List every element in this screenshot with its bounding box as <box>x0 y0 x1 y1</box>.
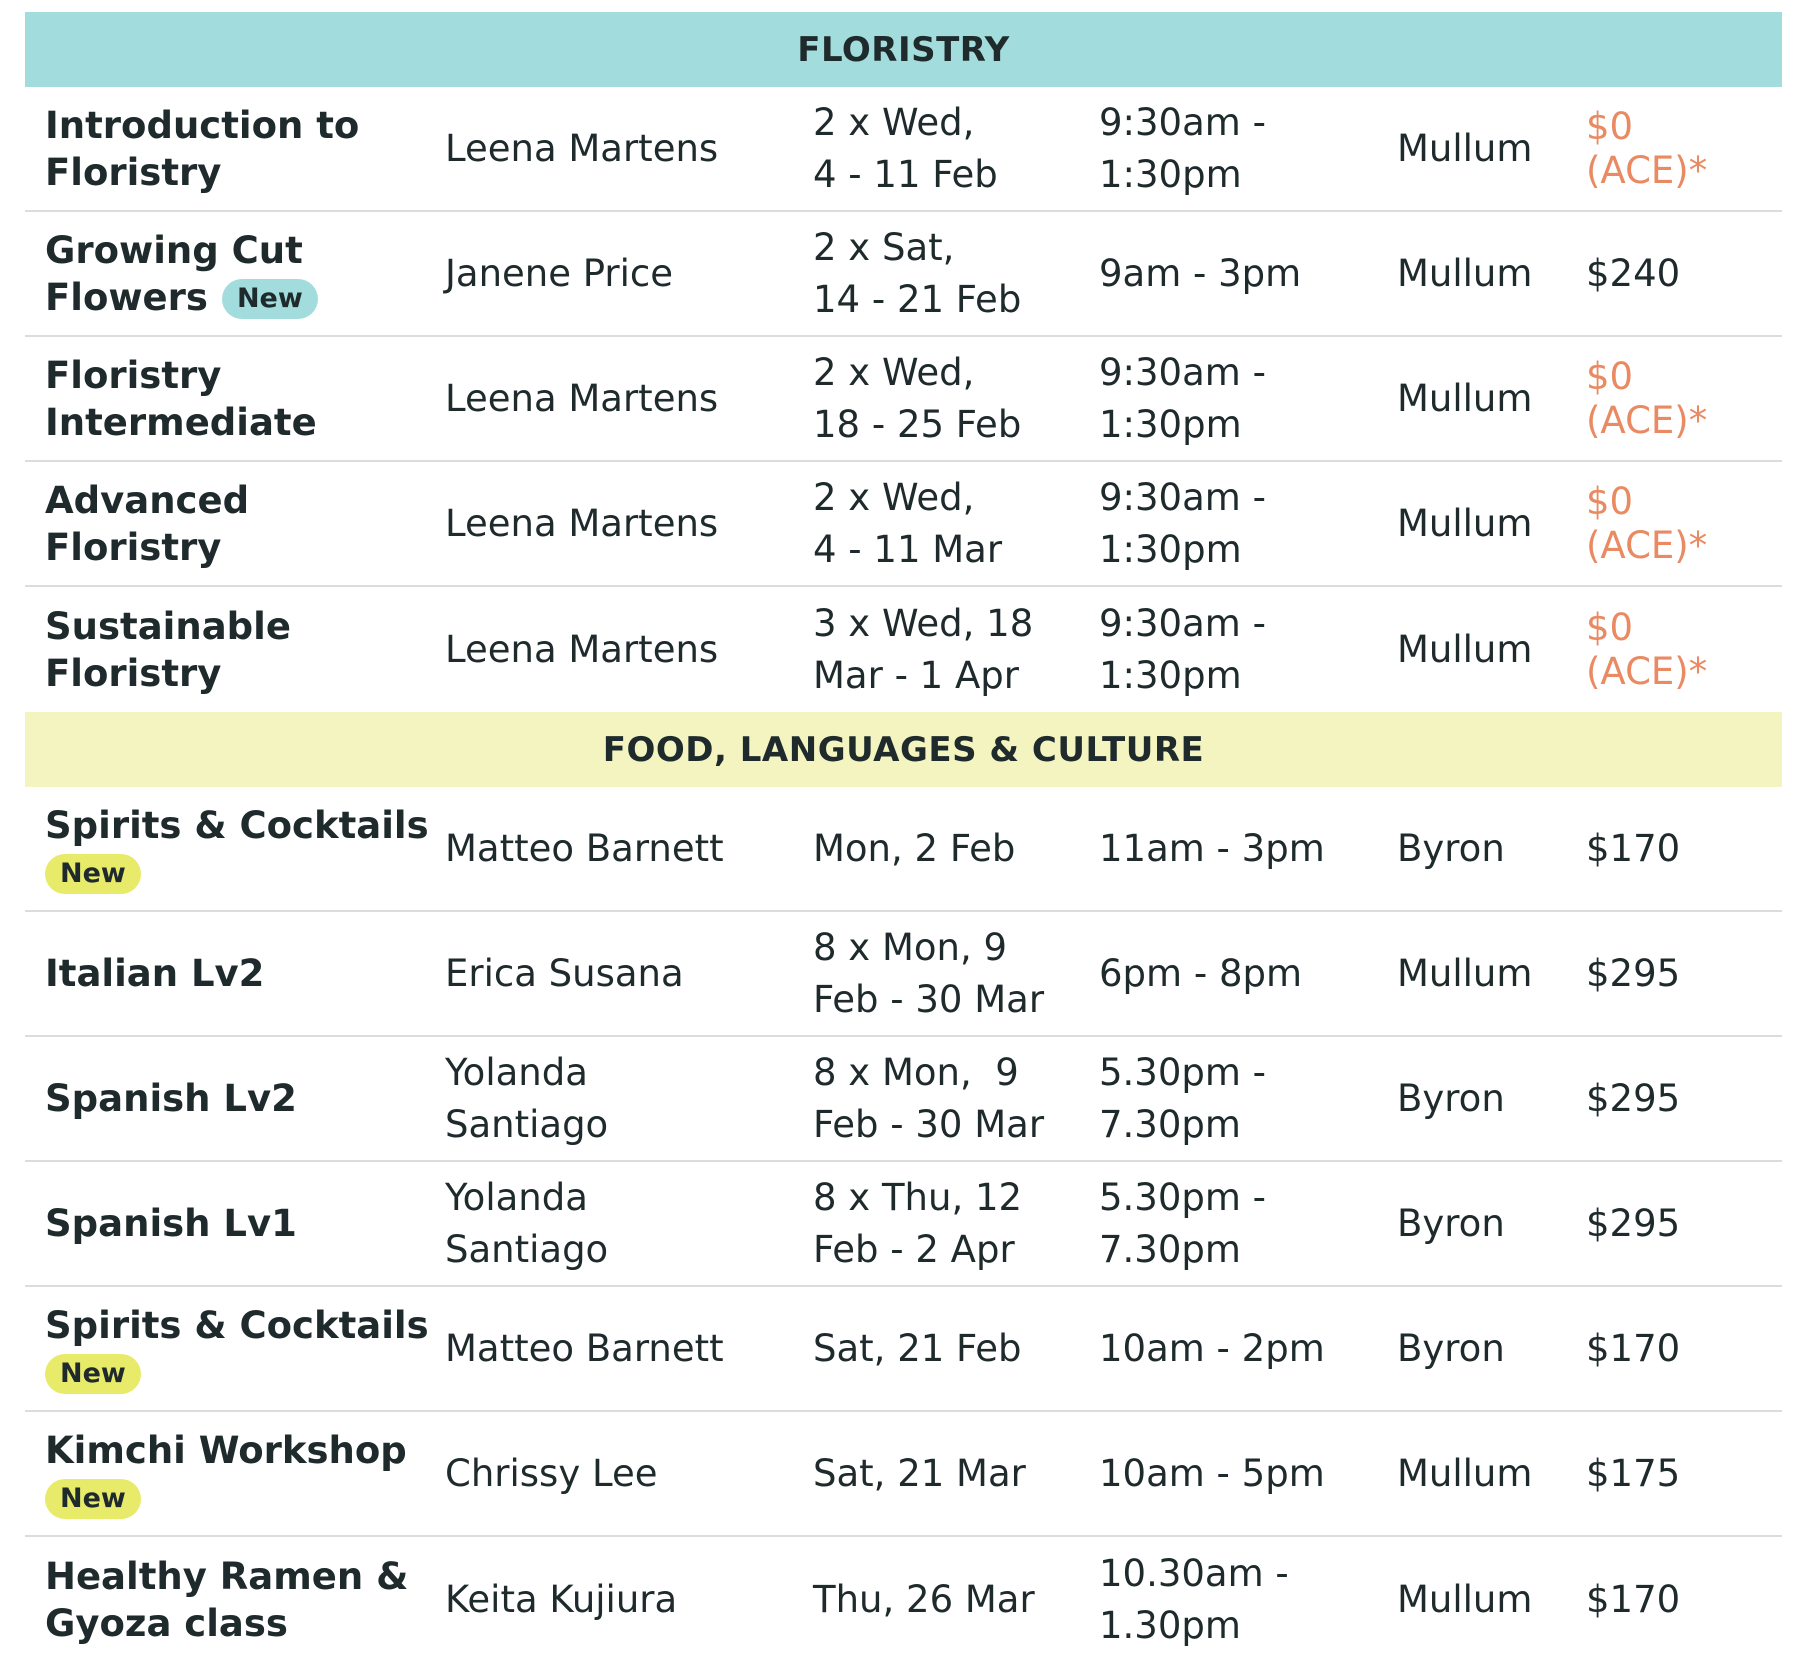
tutor: Chrissy Lee <box>445 1451 658 1495</box>
course-name: Healthy Ramen & Gyoza class <box>45 1554 409 1645</box>
time: 11am - 3pm <box>1099 826 1325 870</box>
price: $0 (ACE)* <box>1586 104 1708 192</box>
section-header-food-languages-culture: FOOD, LANGUAGES & CULTURE <box>25 712 1782 787</box>
tutor: Janene Price <box>445 251 674 295</box>
price: $170 <box>1586 826 1681 870</box>
dates: 3 x Wed, 18 Mar - 1 Apr <box>813 601 1034 697</box>
course-name: Advanced Floristry <box>45 478 250 569</box>
time: 9:30am - 1:30pm <box>1099 100 1266 196</box>
location: Mullum <box>1397 251 1533 295</box>
location: Mullum <box>1397 1577 1533 1621</box>
course-name: Sustainable Floristry <box>45 604 291 695</box>
price: $295 <box>1586 951 1681 995</box>
dates: Sat, 21 Feb <box>813 1326 1022 1370</box>
new-badge: New <box>45 1354 141 1394</box>
price: $0 (ACE)* <box>1586 479 1708 567</box>
location: Mullum <box>1397 1451 1533 1495</box>
location: Mullum <box>1397 376 1533 420</box>
price: $295 <box>1586 1076 1681 1120</box>
time: 9:30am - 1:30pm <box>1099 475 1266 571</box>
tutor: Keita Kujiura <box>445 1577 678 1621</box>
tutor: Leena Martens <box>445 501 719 545</box>
course-name: Spirits & Cocktails New <box>25 1302 435 1396</box>
dates: 2 x Wed, 18 - 25 Feb <box>813 350 1022 446</box>
course-name: Italian Lv2 <box>45 952 265 995</box>
new-badge: New <box>222 279 318 319</box>
time: 5.30pm - 7.30pm <box>1099 1175 1267 1271</box>
course-name: Kimchi Workshop New <box>25 1427 435 1521</box>
table-row[interactable] <box>25 1162 1782 1287</box>
tutor: Matteo Barnett <box>445 826 724 870</box>
location: Byron <box>1397 1326 1505 1370</box>
location: Byron <box>1397 1201 1505 1245</box>
table-row[interactable] <box>25 912 1782 1037</box>
time: 6pm - 8pm <box>1099 951 1303 995</box>
course-name: Spanish Lv2 <box>45 1077 297 1120</box>
table-row[interactable] <box>25 787 1782 912</box>
section-header-floristry: FLORISTRY <box>25 12 1782 87</box>
tutor: Leena Martens <box>445 126 719 170</box>
price: $295 <box>1586 1201 1681 1245</box>
course-name: Introduction to Floristry <box>45 103 360 194</box>
price: $0 (ACE)* <box>1586 605 1708 693</box>
price: $240 <box>1586 251 1681 295</box>
price: $175 <box>1586 1451 1681 1495</box>
table-row[interactable] <box>25 1037 1782 1162</box>
table-row[interactable] <box>25 1537 1782 1662</box>
course-name: Spirits & Cocktails New <box>25 802 435 896</box>
time: 10am - 2pm <box>1099 1326 1325 1370</box>
dates: 8 x Mon, 9 Feb - 30 Mar <box>813 925 1045 1021</box>
location: Mullum <box>1397 627 1533 671</box>
tutor: Yolanda Santiago <box>445 1050 609 1146</box>
table-row[interactable] <box>25 587 1782 712</box>
dates: 8 x Thu, 12 Feb - 2 Apr <box>813 1175 1023 1271</box>
location: Mullum <box>1397 951 1533 995</box>
table-row[interactable] <box>25 462 1782 587</box>
course-table <box>25 12 1782 1662</box>
time: 5.30pm - 7.30pm <box>1099 1050 1267 1146</box>
price: $170 <box>1586 1577 1681 1621</box>
time: 10am - 5pm <box>1099 1451 1325 1495</box>
course-name: Growing Cut Flowers New <box>25 227 435 321</box>
dates: 2 x Sat, 14 - 21 Feb <box>813 225 1022 321</box>
price: $170 <box>1586 1326 1681 1370</box>
course-name: Spanish Lv1 <box>45 1202 297 1245</box>
location: Byron <box>1397 826 1505 870</box>
location: Mullum <box>1397 126 1533 170</box>
table-row[interactable] <box>25 87 1782 212</box>
table-row[interactable] <box>25 337 1782 462</box>
table-row[interactable] <box>25 1412 1782 1537</box>
table-row[interactable] <box>25 1287 1782 1412</box>
dates: 2 x Wed, 4 - 11 Mar <box>813 475 1003 571</box>
dates: 8 x Mon, 9 Feb - 30 Mar <box>813 1050 1045 1146</box>
dates: Thu, 26 Mar <box>813 1577 1035 1621</box>
location: Mullum <box>1397 501 1533 545</box>
tutor: Leena Martens <box>445 627 719 671</box>
dates: Sat, 21 Mar <box>813 1451 1026 1495</box>
tutor: Erica Susana <box>445 951 684 995</box>
time: 9am - 3pm <box>1099 251 1302 295</box>
price: $0 (ACE)* <box>1586 354 1708 442</box>
tutor: Leena Martens <box>445 376 719 420</box>
new-badge: New <box>45 1479 141 1519</box>
new-badge: New <box>45 854 141 894</box>
location: Byron <box>1397 1076 1505 1120</box>
course-name: Floristry Intermediate <box>45 353 317 444</box>
tutor: Yolanda Santiago <box>445 1175 609 1271</box>
dates: 2 x Wed, 4 - 11 Feb <box>813 100 998 196</box>
time: 10.30am - 1.30pm <box>1099 1551 1289 1647</box>
tutor: Matteo Barnett <box>445 1326 724 1370</box>
table-row[interactable] <box>25 212 1782 337</box>
time: 9:30am - 1:30pm <box>1099 601 1266 697</box>
dates: Mon, 2 Feb <box>813 826 1016 870</box>
time: 9:30am - 1:30pm <box>1099 350 1266 446</box>
